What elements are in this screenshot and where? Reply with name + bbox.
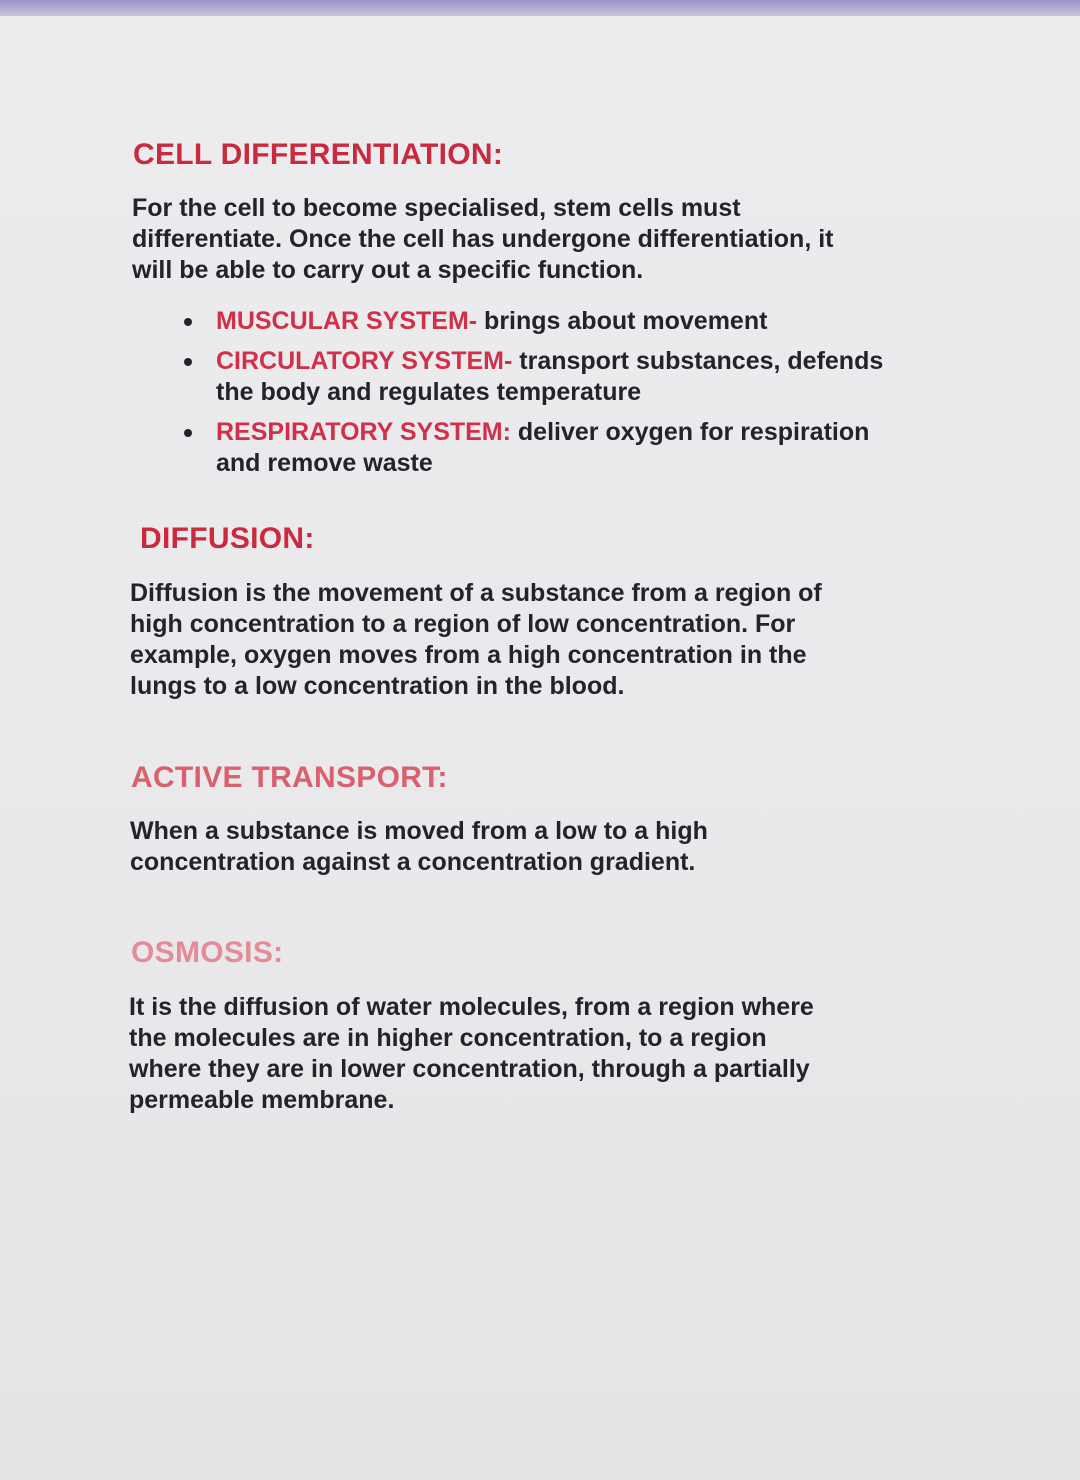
paragraph-cell-differentiation bbox=[132, 193, 834, 286]
text-line: For the cell to become specialised, stem cells must bbox=[132, 194, 741, 222]
text-line: will be able to carry out a specific function. bbox=[132, 256, 644, 284]
bullet-icon bbox=[184, 429, 192, 437]
text-line: Diffusion is the movement of a substance from a region of bbox=[130, 579, 822, 607]
text-line: permeable membrane. bbox=[129, 1086, 395, 1114]
heading-active-transport: ACTIVE TRANSPORT: bbox=[131, 761, 448, 794]
heading-diffusion: DIFFUSION: bbox=[140, 522, 315, 555]
text-line: When a substance is moved from a low to a high bbox=[130, 817, 708, 845]
term-description: the body and regulates temperature bbox=[216, 378, 642, 406]
list-item-respiratory bbox=[184, 417, 883, 479]
term-description: and remove waste bbox=[216, 449, 433, 477]
heading-osmosis: OSMOSIS: bbox=[131, 936, 284, 969]
text-line: high concentration to a region of low concentration. For bbox=[130, 610, 796, 638]
text-line: differentiate. Once the cell has undergone differentiation, it bbox=[132, 225, 834, 253]
text-line: where they are in lower concentration, through a partially bbox=[129, 1055, 810, 1083]
bullet-icon bbox=[184, 318, 192, 326]
text-line: example, oxygen moves from a high concentration in the bbox=[130, 641, 807, 669]
term-description: transport substances, defends bbox=[512, 347, 884, 375]
list-item-circulatory bbox=[184, 346, 883, 408]
bullet-icon bbox=[184, 358, 192, 366]
term-label: MUSCULAR SYSTEM- bbox=[216, 307, 478, 335]
term-description: brings about movement bbox=[477, 307, 768, 335]
paragraph-osmosis bbox=[129, 992, 814, 1116]
text-line: concentration against a concentration gradient. bbox=[130, 848, 696, 876]
screen-top-edge bbox=[0, 0, 1080, 16]
text-line: the molecules are in higher concentration, to a region bbox=[129, 1024, 767, 1052]
paragraph-diffusion bbox=[130, 578, 822, 702]
text-line: It is the diffusion of water molecules, from a region where bbox=[129, 993, 814, 1021]
text-line: lungs to a low concentration in the blood. bbox=[130, 672, 625, 700]
term-label: CIRCULATORY SYSTEM- bbox=[216, 347, 513, 375]
term-label: RESPIRATORY SYSTEM: bbox=[216, 418, 511, 446]
systems-list bbox=[184, 306, 883, 488]
list-item-muscular bbox=[184, 306, 883, 337]
paragraph-active-transport bbox=[130, 816, 708, 878]
heading-cell-differentiation: CELL DIFFERENTIATION: bbox=[133, 138, 504, 171]
term-description: deliver oxygen for respiration bbox=[510, 418, 870, 446]
